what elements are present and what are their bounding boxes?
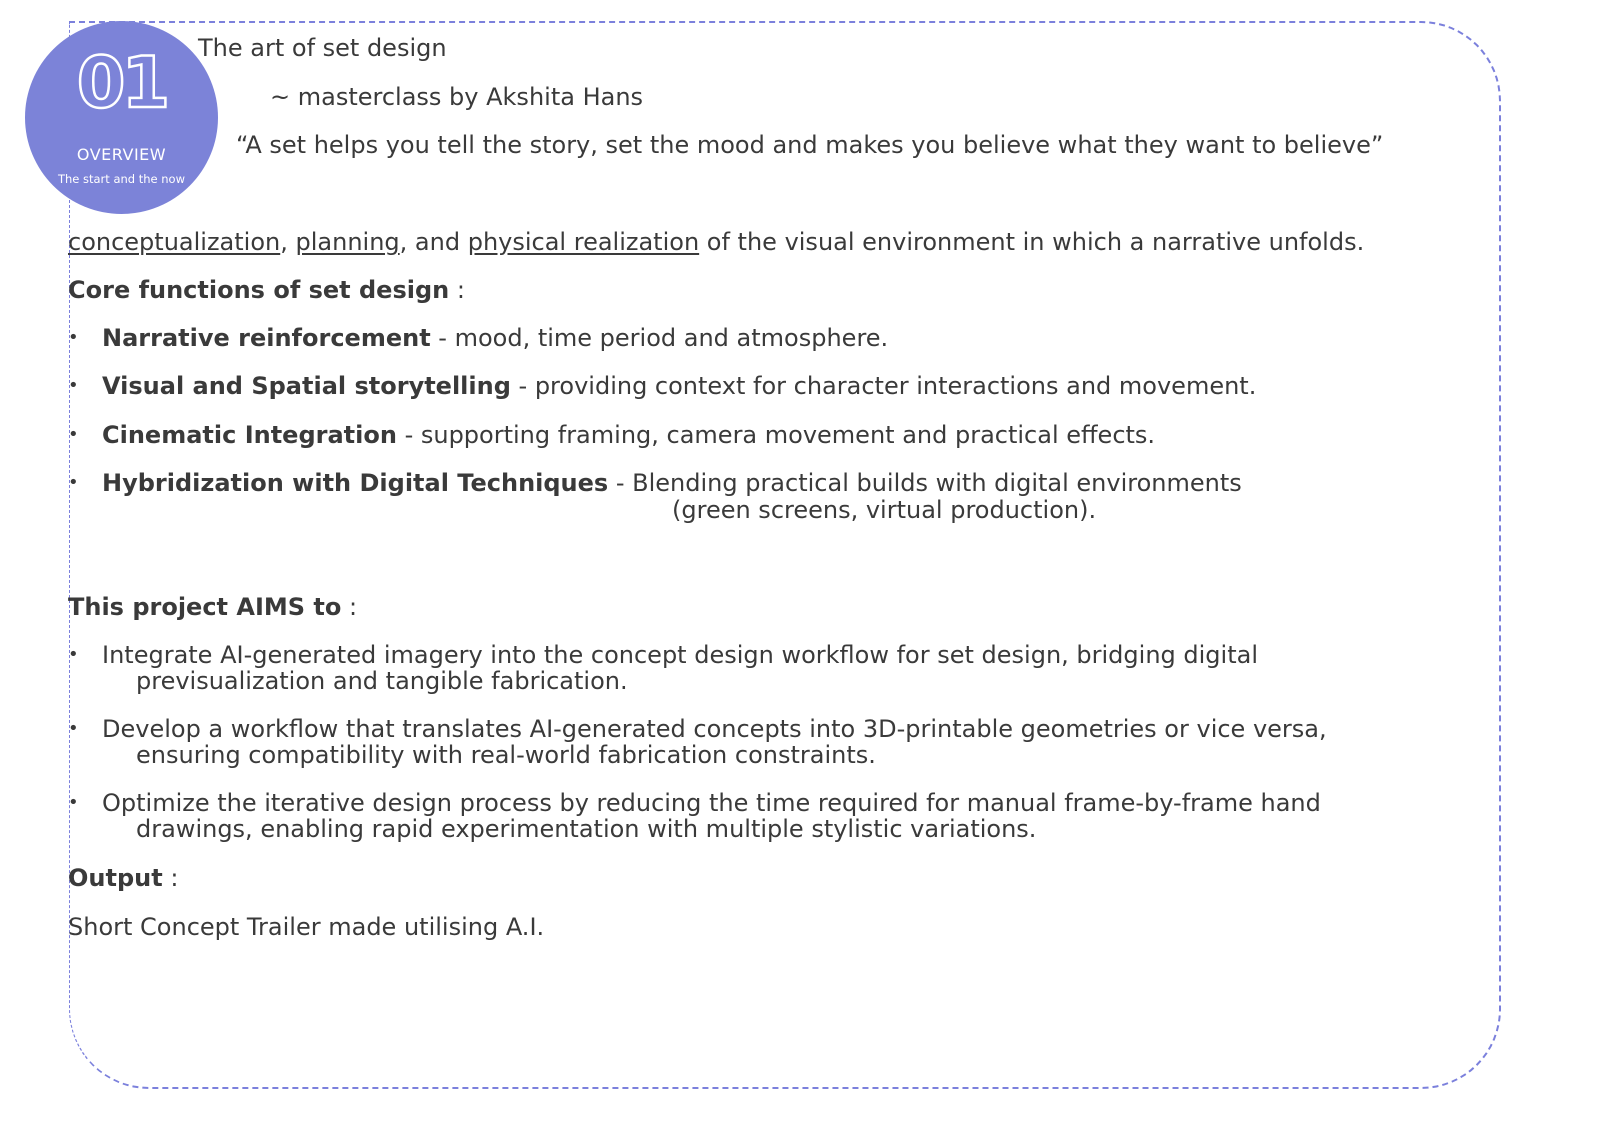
section-badge	[25, 21, 218, 214]
intro-term-planning: planning	[295, 228, 400, 256]
intro-separator: ,	[280, 228, 296, 256]
list-item-text: - Blending practical builds with digital environments	[608, 469, 1242, 497]
aims-heading	[68, 593, 357, 621]
output-heading	[68, 864, 178, 892]
list-item-title: Visual and Spatial storytelling	[102, 372, 511, 400]
list-item-continuation: ensuring compatibility with real-world fabrication constraints.	[136, 741, 876, 769]
core-functions-heading	[68, 276, 465, 304]
section-sublabel: The start and the now	[57, 172, 186, 186]
list-item-text: - supporting framing, camera movement and practical effects.	[396, 421, 1156, 449]
list-item-continuation: (green screens, virtual production).	[672, 496, 1097, 524]
bullet-icon: •	[68, 424, 79, 445]
intro-rest: of the visual environment in which a narrative unfolds.	[699, 228, 1365, 256]
bullet-icon: •	[68, 644, 79, 665]
section-number: 01	[76, 42, 167, 124]
page-subtitle: ~ masterclass by Akshita Hans	[270, 83, 644, 111]
bullet-icon: •	[68, 472, 79, 493]
output-text: Short Concept Trailer made utilising A.I.	[68, 913, 545, 941]
intro-term-physical-realization: physical realization	[467, 228, 700, 256]
aims-heading-text: This project AIMS to	[68, 593, 342, 621]
intro-separator: , and	[399, 228, 468, 256]
output-heading-text: Output	[68, 864, 163, 892]
bullet-icon: •	[68, 375, 79, 396]
list-item-continuation: previsualization and tangible fabrication.	[136, 667, 628, 695]
list-item-title: Narrative reinforcement	[102, 324, 431, 352]
list-item-text: Develop a workflow that translates AI-generated concepts into 3D-printable geometries or vice versa,	[102, 715, 1327, 743]
list-item-continuation: drawings, enabling rapid experimentation with multiple stylistic variations.	[136, 815, 1037, 843]
bullet-icon: •	[68, 327, 79, 348]
heading-colon: :	[162, 864, 179, 892]
bullet-icon: •	[68, 792, 79, 813]
list-item-text: - providing context for character interactions and movement.	[510, 372, 1257, 400]
list-item-title: Cinematic Integration	[102, 421, 397, 449]
section-label: OVERVIEW	[76, 145, 167, 164]
intro-term-conceptualization: conceptualization	[68, 228, 281, 256]
list-item-text: - mood, time period and atmosphere.	[430, 324, 889, 352]
core-functions-heading-text: Core functions of set design	[68, 276, 450, 304]
list-item-text: Integrate AI-generated imagery into the concept design workflow for set design, bridging digital	[102, 641, 1258, 669]
bullet-icon: •	[68, 718, 79, 739]
page-title: The art of set design	[198, 34, 447, 62]
list-item-text: Optimize the iterative design process by reducing the time required for manual frame-by-frame hand	[102, 789, 1321, 817]
list-item-title: Hybridization with Digital Techniques	[102, 469, 609, 497]
heading-colon: :	[449, 276, 465, 304]
intro-paragraph	[68, 228, 1364, 256]
quote: “A set helps you tell the story, set the mood and makes you believe what they want to believe”	[236, 131, 1384, 159]
heading-colon: :	[341, 593, 358, 621]
